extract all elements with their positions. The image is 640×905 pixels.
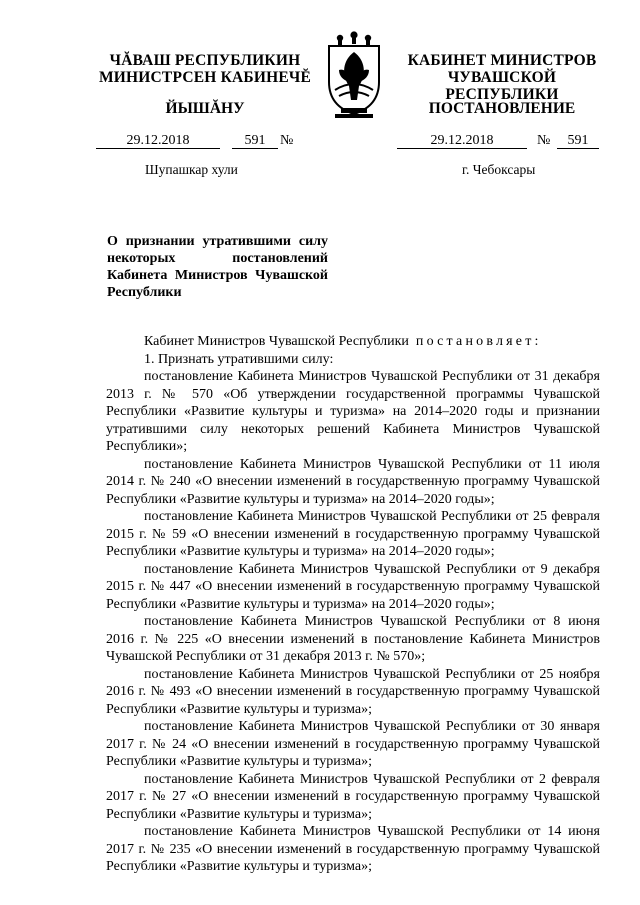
list-item: постановление Кабинета Министров Чувашской Республики от 25 ноября 2016 г. № 493 «О внесении изменений в государственную программу Чувашской Республики «Развитие культуры и туризма»; <box>106 666 600 717</box>
city-left: Шупашкар хули <box>145 162 238 177</box>
number-left: 591 <box>232 133 278 149</box>
document-title: О признании утратившими силу некоторых постановлений Кабинета Министров Чувашской Республики <box>107 234 328 300</box>
number-sign-left: № <box>280 133 294 148</box>
list-item: постановление Кабинета Министров Чувашской Республики от 31 декабря 2013 г. № 570 «Об утверждении государственной программы Чувашской Республики «Развитие культуры и туризма» на 2014–2020 годы и признании утратившими силу некоторых решений Кабинета Министров Чувашской Республики»; <box>106 369 600 454</box>
list-item: постановление Кабинета Министров Чувашской Республики от 2 февраля 2017 г. № 27 «О внесении изменений в государственную программу Чувашской Республики «Развитие культуры и туризма»; <box>106 771 600 822</box>
header-right-line2: ЧУВАШСКОЙ РЕСПУБЛИКИ <box>445 69 559 103</box>
date-number-right <box>397 133 619 149</box>
list-item: постановление Кабинета Министров Чувашской Республики от 9 декабря 2015 г. № 447 «О внесении изменений в государственную программу Чувашской Республики «Развитие культуры и туризма» на 2014–2020 годы»; <box>106 561 600 612</box>
doc-type-left: ЙЫШĂНУ <box>165 100 245 117</box>
date-number-left <box>96 133 326 149</box>
date-left: 29.12.2018 <box>96 133 220 149</box>
intro-text: Кабинет Министров Чувашской Республики <box>144 334 409 349</box>
intro-action: постановляет: <box>415 334 542 349</box>
number-right: 591 <box>557 133 599 149</box>
header-right-line1: КАБИНЕТ МИНИСТРОВ <box>407 52 597 69</box>
list-item: постановление Кабинета Министров Чувашской Республики от 30 января 2017 г. № 24 «О внесении изменений в государственную программу Чувашской Республики «Развитие культуры и туризма»; <box>106 719 600 769</box>
coat-of-arms-icon <box>321 30 387 122</box>
header-left-line2: МИНИСТРСЕН КАБИНЕЧĔ <box>98 69 312 86</box>
intro-paragraph <box>106 333 600 351</box>
list-item: постановление Кабинета Министров Чувашской Республики от 14 июня 2017 г. № 235 «О внесении изменений в государственную программу Чувашской Республики «Развитие культуры и туризма»; <box>106 824 600 874</box>
header-left-line1: ЧĂВАШ РЕСПУБЛИКИН <box>109 52 301 69</box>
point-1: 1. Признать утратившими силу: <box>144 351 334 367</box>
date-right: 29.12.2018 <box>397 133 527 149</box>
list-item: постановление Кабинета Министров Чувашской Республики от 8 июня 2016 г. № 225 «О внесении изменений в постановление Кабинета Министров Чувашской Республики от 31 декабря 2013 г. № 570»; <box>106 614 600 664</box>
list-item: постановление Кабинета Министров Чувашской Республики от 25 февраля 2015 г. № 59 «О внесении изменений в государственную программу Чувашской Республики «Развитие культуры и туризма» на 2014–2020 годы»; <box>106 509 600 559</box>
doc-type-right: ПОСТАНОВЛЕНИЕ <box>428 100 576 117</box>
number-sign-right: № <box>537 133 551 148</box>
list-item: постановление Кабинета Министров Чувашской Республики от 11 июля 2014 г. № 240 «О внесении изменений в государственную программу Чувашской Республики «Развитие культуры и туризма» на 2014–2020 годы»; <box>106 456 600 507</box>
city-right: г. Чебоксары <box>462 162 536 177</box>
header-right <box>392 52 612 103</box>
document-body <box>106 333 600 876</box>
header-left <box>90 52 320 86</box>
